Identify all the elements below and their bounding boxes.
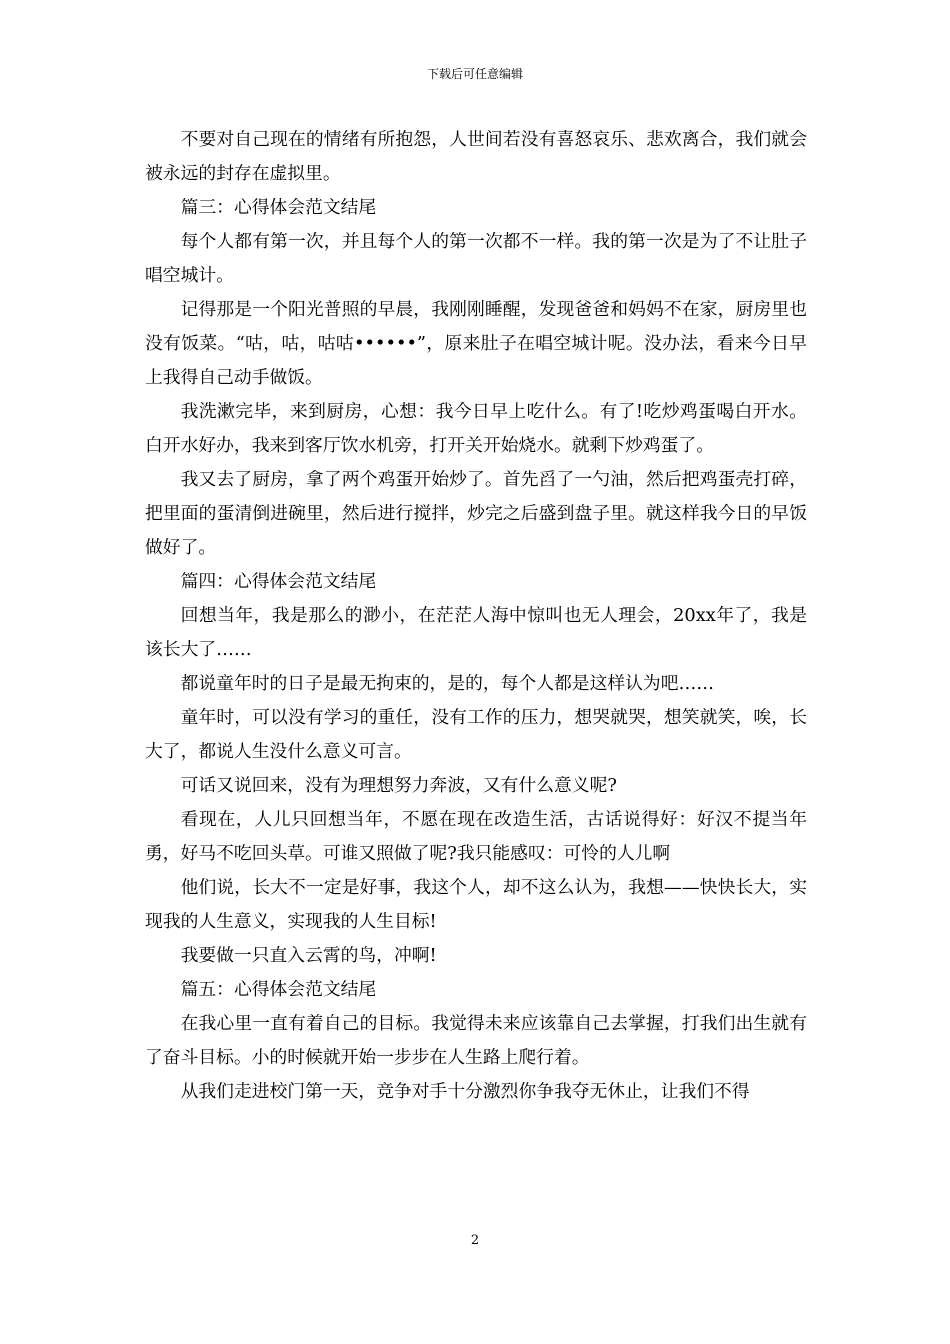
page-number: 2 (470, 1233, 480, 1248)
paragraph: 每个人都有第一次，并且每个人的第一次都不一样。我的第一次是为了不让肚子唱空城计。 (145, 231, 807, 286)
paragraph: 童年时，可以没有学习的重任，没有工作的压力，想哭就哭，想笑就笑，唉，长大了，都说人生没什么意义可言。 (145, 707, 807, 762)
page-header: 下载后可任意编辑 (426, 67, 523, 81)
paragraph: 可话又说回来，没有为理想努力奔波，又有什么意义呢? (180, 775, 617, 796)
paragraph: 回想当年，我是那么的渺小，在茫茫人海中惊叫也无人理会，20xx年了，我是该长大了…… (145, 605, 807, 660)
document-body (145, 123, 807, 1109)
section-heading: 篇四：心得体会范文结尾 (180, 571, 377, 592)
paragraph: 看现在，人儿只回想当年，不愿在现在改造生活，古话说得好：好汉不提当年勇，好马不吃回头草。可谁又照做了呢?我只能感叹：可怜的人儿啊 (145, 809, 807, 864)
paragraph: 从我们走进校门第一天，竞争对手十分激烈你争我夺无休止，让我们不得 (180, 1081, 750, 1102)
paragraph: 在我心里一直有着自己的目标。我觉得未来应该靠自己去掌握，打我们出生就有了奋斗目标。小的时候就开始一步步在人生路上爬行着。 (145, 1013, 807, 1068)
paragraph: 不要对自己现在的情绪有所抱怨，人世间若没有喜怒哀乐、悲欢离合，我们就会被永远的封存在虚拟里。 (145, 129, 807, 184)
paragraph: 我又去了厨房，拿了两个鸡蛋开始炒了。首先舀了一勺油，然后把鸡蛋壳打碎，把里面的蛋清倒进碗里，然后进行搅拌，炒完之后盛到盘子里。就这样我今日的早饭做好了。 (145, 469, 807, 558)
paragraph: 我洗漱完毕，来到厨房，心想：我今日早上吃什么。有了!吃炒鸡蛋喝白开水。白开水好办，我来到客厅饮水机旁，打开关开始烧水。就剩下炒鸡蛋了。 (145, 401, 807, 456)
paragraph: 记得那是一个阳光普照的早晨，我刚刚睡醒，发现爸爸和妈妈不在家，厨房里也没有饭菜。“咕，咕，咕咕••••••”，原来肚子在唱空城计呢。没办法，看来今日早上我得自己动手做饭。 (145, 299, 807, 388)
paragraph: 都说童年时的日子是最无拘束的，是的，每个人都是这样认为吧…… (180, 673, 715, 694)
section-heading: 篇五：心得体会范文结尾 (180, 979, 377, 1000)
paragraph: 我要做一只直入云霄的鸟，冲啊! (180, 945, 437, 966)
section-heading: 篇三：心得体会范文结尾 (180, 197, 377, 218)
paragraph: 他们说，长大不一定是好事，我这个人，却不这么认为，我想——快快长大，实现我的人生意义，实现我的人生目标! (145, 877, 807, 932)
